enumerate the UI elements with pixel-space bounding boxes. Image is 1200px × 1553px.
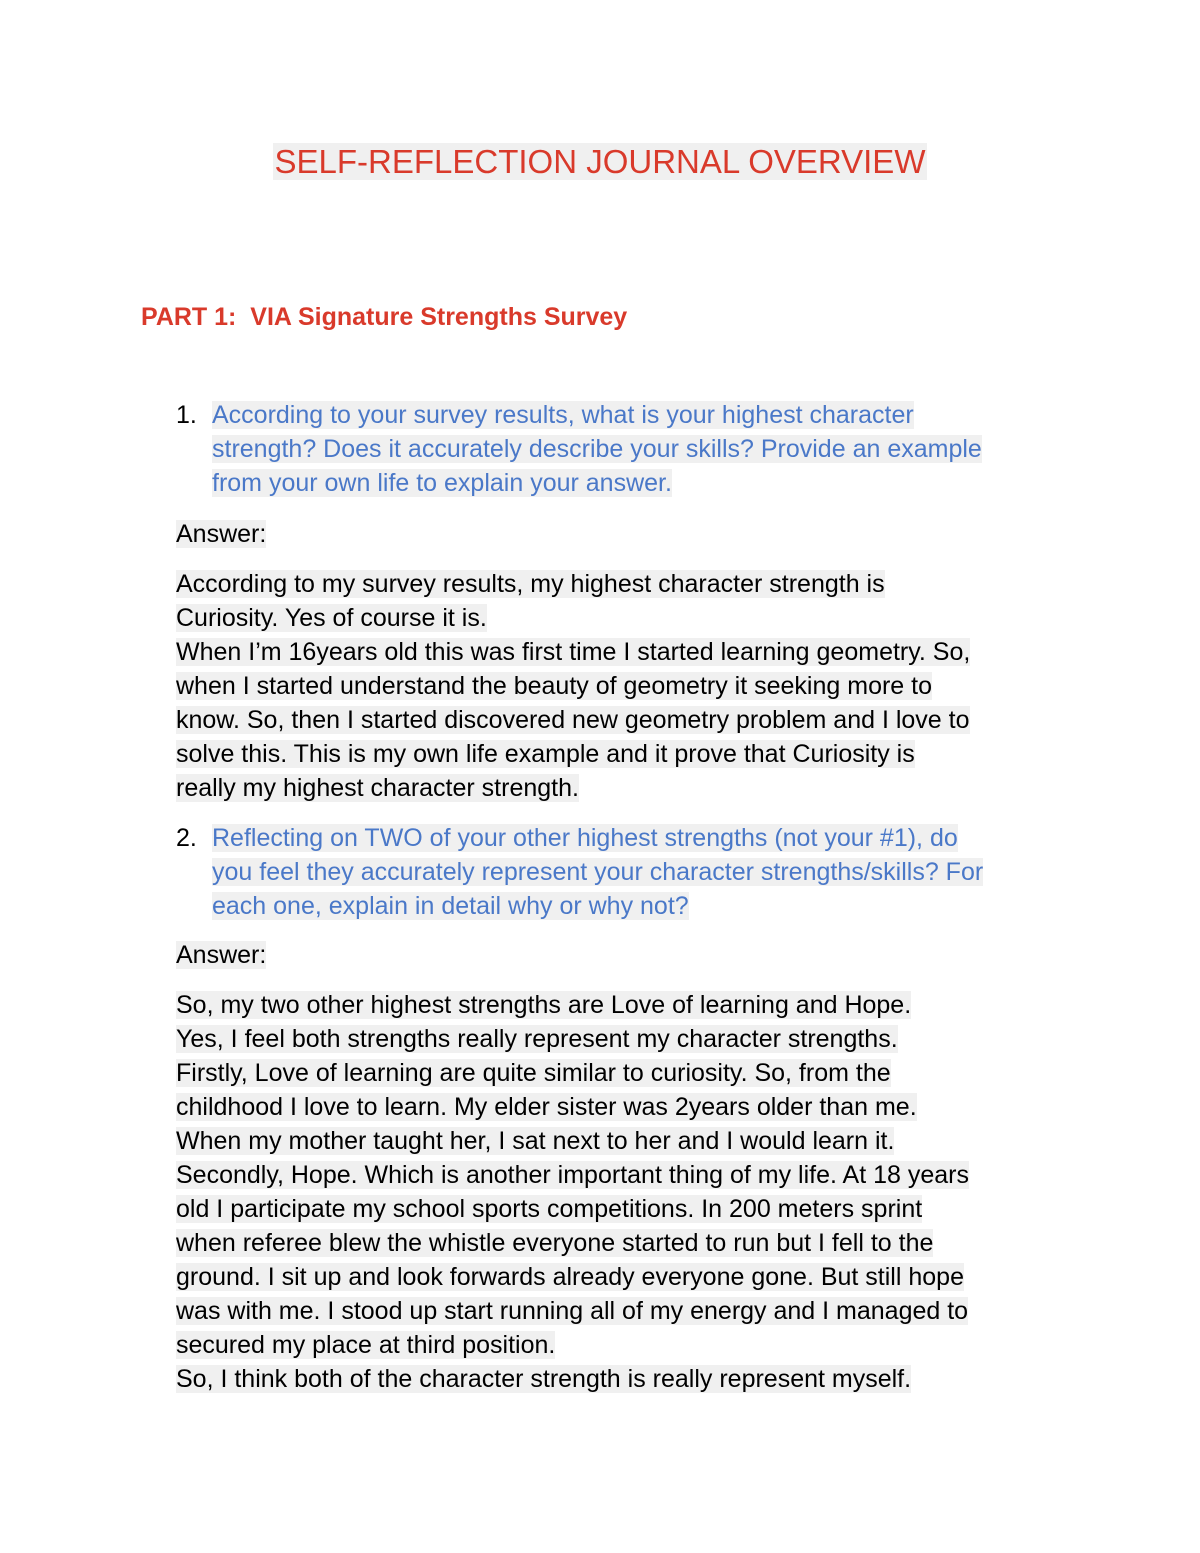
answer-2-line: secured my place at third position. — [176, 1331, 556, 1359]
document-title-text: SELF-REFLECTION JOURNAL OVERVIEW — [274, 143, 926, 180]
answer-2-line: Secondly, Hope. Which is another important thing of my life. At 18 years — [176, 1161, 969, 1189]
answer-2-line: ground. I sit up and look forwards already everyone gone. But still hope — [176, 1263, 964, 1291]
answer-2-line: when referee blew the whistle everyone started to run but I fell to the — [176, 1229, 934, 1257]
document-title — [0, 140, 1200, 184]
question-1-text — [212, 398, 1072, 500]
answer-2-label: Answer: — [176, 941, 267, 969]
question-2-line: each one, explain in detail why or why not? — [212, 892, 689, 920]
question-1-line: from your own life to explain your answer. — [212, 469, 672, 497]
answer-2-line: So, my two other highest strengths are Love of learning and Hope. — [176, 991, 912, 1019]
answer-2-line: So, I think both of the character strength is really represent myself. — [176, 1365, 912, 1393]
question-2-text — [212, 821, 1072, 923]
answer-1-line: According to my survey results, my highest character strength is — [176, 570, 885, 598]
answer-2-line: was with me. I stood up start running all of my energy and I managed to — [176, 1297, 969, 1325]
answer-1-line: really my highest character strength. — [176, 774, 579, 802]
answer-1-line: when I started understand the beauty of geometry it seeking more to — [176, 672, 932, 700]
question-1-line: According to your survey results, what is your highest character — [212, 401, 914, 429]
answer-2-line: old I participate my school sports competitions. In 200 meters sprint — [176, 1195, 923, 1223]
question-2-line: Reflecting on TWO of your other highest strengths (not your #1), do — [212, 824, 958, 852]
answer-2-line: Yes, I feel both strengths really represent my character strengths. — [176, 1025, 898, 1053]
question-1-line: strength? Does it accurately describe your skills? Provide an example — [212, 435, 982, 463]
answer-2-text — [176, 988, 1076, 1396]
question-2-line: you feel they accurately represent your character strengths/skills? For — [212, 858, 984, 886]
answer-2-line: Firstly, Love of learning are quite similar to curiosity. So, from the — [176, 1059, 891, 1087]
answer-1-line: solve this. This is my own life example and it prove that Curiosity is — [176, 740, 915, 768]
question-2-number: 2. — [176, 824, 197, 852]
answer-1-label: Answer: — [176, 520, 267, 548]
question-1-number: 1. — [176, 401, 197, 429]
part-1-heading: PART 1: VIA Signature Strengths Survey — [141, 303, 628, 331]
answer-1-line: Curiosity. Yes of course it is. — [176, 604, 487, 632]
answer-2-line: When my mother taught her, I sat next to her and I would learn it. — [176, 1127, 895, 1155]
answer-1-text — [176, 567, 1076, 805]
answer-2-line: childhood I love to learn. My elder sister was 2years older than me. — [176, 1093, 917, 1121]
answer-1-line: When I’m 16years old this was first time I started learning geometry. So, — [176, 638, 971, 666]
answer-1-line: know. So, then I started discovered new geometry problem and I love to — [176, 706, 970, 734]
